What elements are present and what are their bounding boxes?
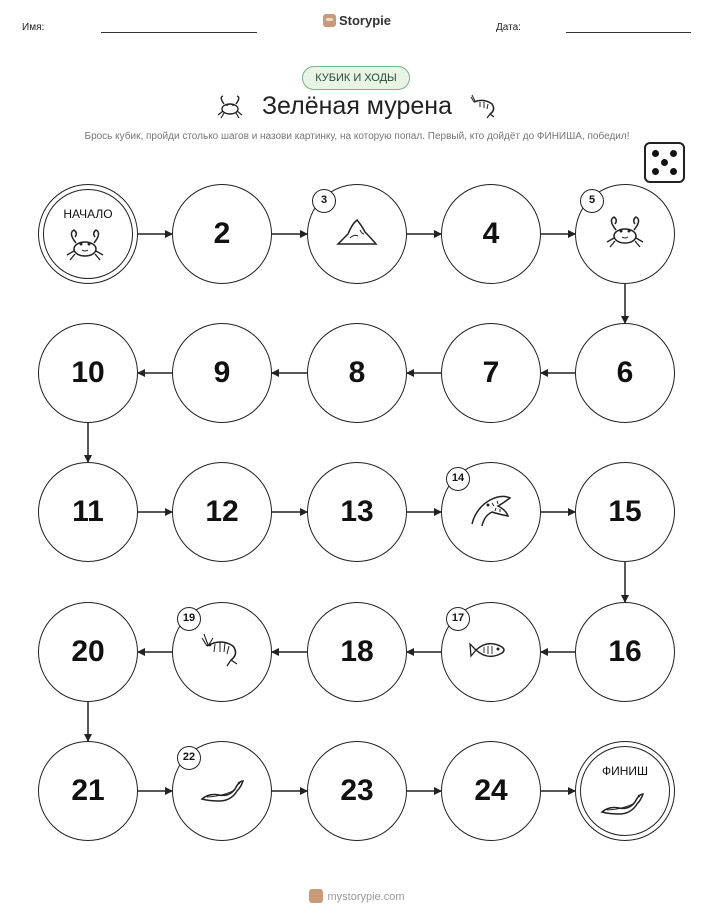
cell-number: 23 [340, 774, 374, 807]
category-badge: КУБИК И ХОДЫ [302, 66, 410, 90]
board-cell [575, 323, 675, 423]
eel-icon [599, 782, 639, 822]
board-cell [172, 741, 272, 841]
board-cell [38, 462, 138, 562]
cell-number: 10 [71, 356, 105, 389]
board-cell [575, 184, 675, 284]
page-title: Зелёная мурена [261, 92, 453, 120]
cell-number-tag: 5 [580, 189, 604, 213]
cell-label: ФИНИШ [601, 764, 649, 778]
cell-number: 6 [616, 356, 634, 389]
cell-number-tag: 3 [312, 189, 336, 213]
cell-number: 12 [205, 495, 239, 528]
crab-icon [602, 212, 648, 257]
board-cell [172, 462, 272, 562]
eel-icon [199, 769, 245, 814]
cell-number: 11 [72, 495, 104, 528]
fish-icon [468, 630, 514, 675]
cell-number-tag: 22 [177, 746, 201, 770]
cell-number-tag: 14 [446, 467, 470, 491]
board-cell [38, 741, 138, 841]
cell-number: 8 [348, 356, 366, 389]
cell-number: 9 [213, 356, 231, 389]
cell-number-tag: 19 [177, 607, 201, 631]
cell-number: 13 [340, 495, 374, 528]
name-label: Имя: [22, 22, 45, 33]
cell-number: 16 [608, 635, 642, 668]
board-cell [172, 184, 272, 284]
board-cell [575, 602, 675, 702]
cell-number: 24 [474, 774, 508, 807]
footer [0, 889, 714, 903]
cell-number: 7 [482, 356, 500, 389]
board-cell [38, 323, 138, 423]
board-cell [575, 462, 675, 562]
cell-number: 21 [71, 774, 105, 807]
cell-number: 2 [213, 217, 231, 250]
date-label: Дата: [496, 22, 521, 33]
cell-number-tag: 17 [446, 607, 470, 631]
footer-url[interactable]: mystorypie.com [327, 891, 405, 903]
board-cell [172, 602, 272, 702]
board-cell [441, 323, 541, 423]
cell-number: 15 [608, 495, 642, 528]
board-cell [38, 602, 138, 702]
brand-name: Storypie [338, 13, 391, 28]
board-cell [441, 741, 541, 841]
cell-number: 20 [71, 635, 105, 668]
start-cell [38, 184, 138, 284]
cell-number: 18 [340, 635, 374, 668]
shrimp-icon [199, 630, 245, 675]
cell-number: 4 [482, 217, 500, 250]
storypie-logo-icon [309, 889, 323, 903]
moray-mouth-icon [468, 490, 514, 535]
cell-label: НАЧАЛО [63, 207, 113, 221]
board-cell [307, 602, 407, 702]
crab-icon [62, 225, 102, 265]
instructions: Брось кубик, пройди столько шагов и назови картинку, на которую попал. Первый, кто дойдёт до ФИНИША, победил! [84, 131, 630, 142]
board-cell [307, 184, 407, 284]
board-cell [172, 323, 272, 423]
board-cell [307, 741, 407, 841]
board-cell [441, 184, 541, 284]
board-cell [307, 462, 407, 562]
finish-cell [575, 741, 675, 841]
board-cell [441, 462, 541, 562]
board-cell [307, 323, 407, 423]
board-cell [441, 602, 541, 702]
sand-pile-icon [334, 212, 380, 257]
